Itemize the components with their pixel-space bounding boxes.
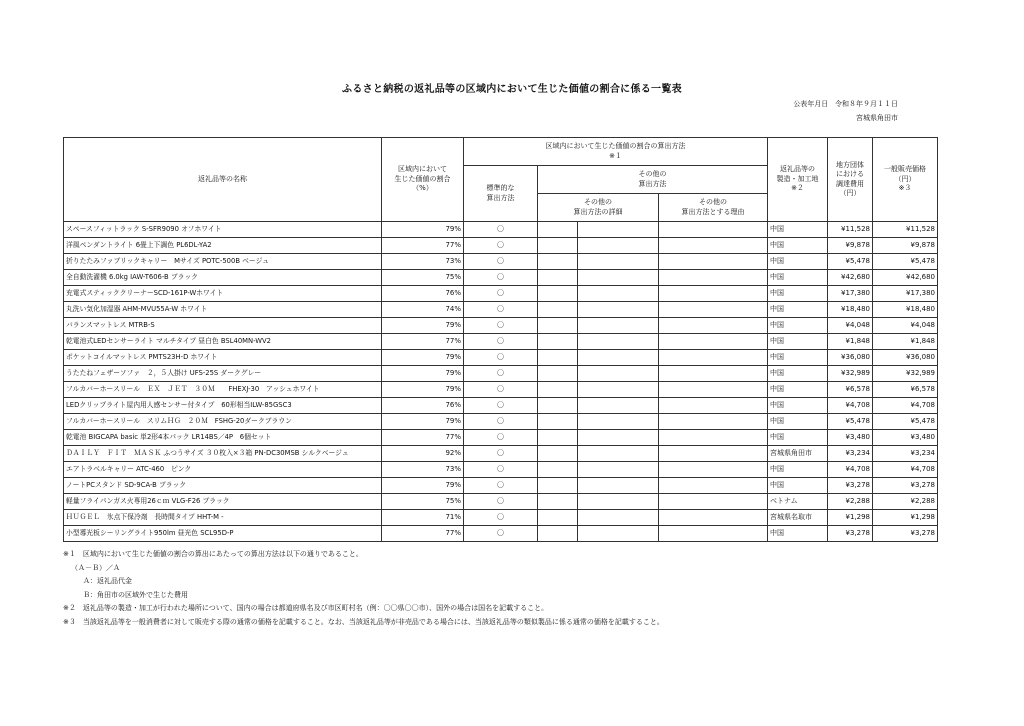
cell-empty xyxy=(538,526,578,542)
cell-standard-mark: 〇 xyxy=(464,270,538,286)
cell-standard-mark: 〇 xyxy=(464,414,538,430)
cell-place: 中国 xyxy=(768,270,828,286)
published-date: 令和８年９月１１日 xyxy=(835,100,898,108)
cell-general-price: ¥11,528 xyxy=(873,222,938,238)
table-row xyxy=(64,478,938,494)
cell-empty xyxy=(578,318,659,334)
cell-cost: ¥4,708 xyxy=(828,462,873,478)
cell-place: 中国 xyxy=(768,414,828,430)
header-method xyxy=(464,138,768,166)
cell-empty xyxy=(578,286,659,302)
cell-cost: ¥18,480 xyxy=(828,302,873,318)
cell-place: 中国 xyxy=(768,318,828,334)
cell-empty xyxy=(538,270,578,286)
table-row xyxy=(64,238,938,254)
cell-general-price: ¥1,848 xyxy=(873,334,938,350)
cell-cost: ¥42,680 xyxy=(828,270,873,286)
cell-empty xyxy=(578,238,659,254)
header-cost-line2: における xyxy=(836,170,864,179)
cell-standard-mark: 〇 xyxy=(464,494,538,510)
cell-ratio: 79% xyxy=(382,382,464,398)
cell-empty xyxy=(538,254,578,270)
cell-empty xyxy=(578,222,659,238)
cell-ratio: 79% xyxy=(382,478,464,494)
cell-general-price: ¥3,234 xyxy=(873,446,938,462)
cell-general-price: ¥3,278 xyxy=(873,526,938,542)
cell-empty xyxy=(538,286,578,302)
cell-standard-mark: 〇 xyxy=(464,382,538,398)
cell-empty xyxy=(538,430,578,446)
cell-place: 中国 xyxy=(768,254,828,270)
table-row xyxy=(64,334,938,350)
cell-place: 中国 xyxy=(768,302,828,318)
table-row xyxy=(64,494,938,510)
cell-empty xyxy=(538,302,578,318)
header-standard xyxy=(464,166,538,222)
cell-ratio: 75% xyxy=(382,494,464,510)
cell-name: スペースフィットラック S-SFR9090 オフホワイト xyxy=(64,222,382,238)
cell-general-price: ¥9,878 xyxy=(873,238,938,254)
cell-cost: ¥32,989 xyxy=(828,366,873,382)
cell-ratio: 79% xyxy=(382,414,464,430)
cell-general-price: ¥5,478 xyxy=(873,254,938,270)
cell-empty xyxy=(659,462,768,478)
cell-standard-mark: 〇 xyxy=(464,350,538,366)
cell-empty xyxy=(578,254,659,270)
table-row xyxy=(64,462,938,478)
note-a: Ａ：返礼品代金 xyxy=(83,577,132,585)
cell-empty xyxy=(659,366,768,382)
header-other-reason xyxy=(659,194,768,222)
cell-empty xyxy=(659,270,768,286)
header-general-line1: 一般販売価格 xyxy=(884,165,926,174)
cell-standard-mark: 〇 xyxy=(464,318,538,334)
cell-general-price: ¥36,080 xyxy=(873,350,938,366)
cell-empty xyxy=(538,398,578,414)
cell-name: 折りたたみファブリックキャリー Mサイズ POTC-500B ベージュ xyxy=(64,254,382,270)
cell-ratio: 73% xyxy=(382,462,464,478)
cell-name: バランスマットレス MTRB-S xyxy=(64,318,382,334)
cell-empty xyxy=(538,222,578,238)
cell-cost: ¥3,278 xyxy=(828,478,873,494)
cell-empty xyxy=(538,366,578,382)
cell-ratio: 73% xyxy=(382,254,464,270)
notes xyxy=(63,548,664,629)
cell-empty xyxy=(659,494,768,510)
cell-empty xyxy=(578,494,659,510)
cell-general-price: ¥2,288 xyxy=(873,494,938,510)
cell-empty xyxy=(578,430,659,446)
cell-name: 全自動洗濯機 6.0kg IAW-T606-B ブラック xyxy=(64,270,382,286)
cell-standard-mark: 〇 xyxy=(464,430,538,446)
cell-empty xyxy=(659,430,768,446)
cell-general-price: ¥4,708 xyxy=(873,462,938,478)
cell-cost: ¥11,528 xyxy=(828,222,873,238)
cell-cost: ¥3,480 xyxy=(828,430,873,446)
cell-empty xyxy=(659,478,768,494)
header-name: 返礼品等の名称 xyxy=(64,138,382,222)
header-general-line2: （円） xyxy=(894,174,916,183)
cell-place: 中国 xyxy=(768,286,828,302)
cell-cost: ¥4,708 xyxy=(828,398,873,414)
cell-ratio: 76% xyxy=(382,398,464,414)
cell-ratio: 75% xyxy=(382,270,464,286)
cell-empty xyxy=(659,350,768,366)
header-place-line1: 返礼品等の xyxy=(780,165,815,174)
cell-empty xyxy=(538,318,578,334)
cell-empty xyxy=(538,510,578,526)
cell-general-price: ¥32,989 xyxy=(873,366,938,382)
cell-standard-mark: 〇 xyxy=(464,526,538,542)
cell-place: 宮城県角田市 xyxy=(768,446,828,462)
note-b: Ｂ：角田市の区域外で生じた費用 xyxy=(83,590,188,599)
cell-name: ポケットコイルマットレス PMTS23H-D ホワイト xyxy=(64,350,382,366)
cell-place: 中国 xyxy=(768,478,828,494)
header-cost-line1: 地方団体 xyxy=(836,160,864,169)
cell-cost: ¥17,380 xyxy=(828,286,873,302)
cell-name: エアトラベルキャリー ATC-460 ピンク xyxy=(64,462,382,478)
cell-empty xyxy=(659,238,768,254)
cell-name: ＤＡＩＬＹ ＦＩＴ ＭＡＳＫ ふつうサイズ ３０枚入×３箱 PN-DC30MSB シルクベージュ xyxy=(64,446,382,462)
cell-empty xyxy=(659,414,768,430)
table-row xyxy=(64,414,938,430)
header-ratio-line1: 区域内において xyxy=(398,165,447,174)
cell-empty xyxy=(538,382,578,398)
header-cost-line3: 調達費用 xyxy=(836,179,864,188)
cell-general-price: ¥17,380 xyxy=(873,286,938,302)
cell-empty xyxy=(578,366,659,382)
header-other xyxy=(538,166,768,194)
note-formula: （Ａ－Ｂ）／Ａ xyxy=(71,563,120,572)
cell-standard-mark: 〇 xyxy=(464,286,538,302)
cell-standard-mark: 〇 xyxy=(464,222,538,238)
note-1: ※１ 区域内において生じた価値の割合の算出にあたっての算出方法は以下の通りであること。 xyxy=(63,550,363,558)
cell-cost: ¥6,578 xyxy=(828,382,873,398)
cell-name: ＨＵＧＥＬ 氷点下保冷剤 長時間タイプ HHT-M - xyxy=(64,510,382,526)
table-row xyxy=(64,318,938,334)
cell-empty xyxy=(659,254,768,270)
cell-standard-mark: 〇 xyxy=(464,254,538,270)
header-standard-line2: 算出方法 xyxy=(486,193,515,202)
cell-place: 中国 xyxy=(768,382,828,398)
cell-general-price: ¥1,298 xyxy=(873,510,938,526)
note-2: ※２ 返礼品等の製造・加工が行われた場所について、国内の場合は都道府県名及び市区町村名（例：〇〇県〇〇市）、国外の場合は国名を記載すること。 xyxy=(63,604,549,612)
table-row xyxy=(64,350,938,366)
cell-name: うたたねフェザーソファ ２，５人掛け UFS-25S ダークグレー xyxy=(64,366,382,382)
cell-general-price: ¥42,680 xyxy=(873,270,938,286)
cell-empty xyxy=(578,510,659,526)
cell-cost: ¥2,288 xyxy=(828,494,873,510)
note-3: ※３ 当該返礼品等を一般消費者に対して販売する際の通常の価格を記載すること。なお、当該返礼品等が非売品である場合には、当該返礼品等の類似製品に係る通常の価格を記載すること。 xyxy=(63,617,664,626)
cell-empty xyxy=(578,462,659,478)
cell-place: 中国 xyxy=(768,366,828,382)
table-row xyxy=(64,430,938,446)
cell-empty xyxy=(578,446,659,462)
cell-empty xyxy=(659,222,768,238)
cell-cost: ¥5,478 xyxy=(828,414,873,430)
cell-place: 中国 xyxy=(768,350,828,366)
cell-place: 中国 xyxy=(768,430,828,446)
cell-cost: ¥1,848 xyxy=(828,334,873,350)
header-reason-line2: 算出方法とする理由 xyxy=(681,207,745,216)
cell-standard-mark: 〇 xyxy=(464,334,538,350)
cell-cost: ¥9,878 xyxy=(828,238,873,254)
cell-cost: ¥4,048 xyxy=(828,318,873,334)
cell-place: 中国 xyxy=(768,526,828,542)
published-date-line xyxy=(793,99,898,109)
table-row xyxy=(64,510,938,526)
cell-empty xyxy=(659,286,768,302)
header-ratio xyxy=(382,138,464,222)
cell-cost: ¥3,278 xyxy=(828,526,873,542)
cell-name: 丸洗い気化加湿器 AHM-MVU55A-W ホワイト xyxy=(64,302,382,318)
cell-ratio: 77% xyxy=(382,334,464,350)
cell-place: 宮城県名取市 xyxy=(768,510,828,526)
cell-name: 洋風ペンダントライト 6畳上下調色 PL6DL-YA2 xyxy=(64,238,382,254)
header-method-line1: 区域内において生じた価値の割合の算出方法 xyxy=(545,142,686,151)
table-row xyxy=(64,254,938,270)
table-row xyxy=(64,382,938,398)
cell-empty xyxy=(538,414,578,430)
header-other-line1: その他の xyxy=(638,170,667,179)
cell-ratio: 92% xyxy=(382,446,464,462)
cell-empty xyxy=(538,462,578,478)
cell-ratio: 79% xyxy=(382,366,464,382)
cell-ratio: 79% xyxy=(382,222,464,238)
cell-empty xyxy=(659,334,768,350)
cell-place: 中国 xyxy=(768,398,828,414)
cell-name: ノートPCスタンド SD-9CA-B ブラック xyxy=(64,478,382,494)
table-row xyxy=(64,366,938,382)
cell-empty xyxy=(659,510,768,526)
cell-name: LEDクリップライト屋内用人感センサー付タイプ 60形相当ILW-85GSC3 xyxy=(64,398,382,414)
header-other-line2: 算出方法 xyxy=(638,179,667,188)
header-ratio-line2: 生じた価値の割合 xyxy=(394,174,451,183)
municipality: 宮城県角田市 xyxy=(856,114,898,122)
table-row xyxy=(64,446,938,462)
header-detail-line2: 算出方法の詳細 xyxy=(573,207,623,216)
cell-name: フルカバーホースリール ＥＸ ＪＥＴ ３０Ｍ FHEXJ-30 アッシュホワイト xyxy=(64,382,382,398)
table-body xyxy=(64,222,938,542)
cell-empty xyxy=(538,494,578,510)
header-place-line3: ※２ xyxy=(791,184,804,193)
cell-place: 中国 xyxy=(768,222,828,238)
cell-place: 中国 xyxy=(768,334,828,350)
cell-ratio: 77% xyxy=(382,430,464,446)
header-cost-line4: （円） xyxy=(839,188,861,197)
cell-name: 乾電池 BIGCAPA basic 単2形4本パック LR14BS／4P 6個セット xyxy=(64,430,382,446)
cell-ratio: 77% xyxy=(382,238,464,254)
cell-empty xyxy=(659,382,768,398)
published-label: 公表年月日 xyxy=(793,100,829,108)
header-detail-line1: その他の xyxy=(584,198,612,207)
cell-ratio: 71% xyxy=(382,510,464,526)
header-reason-line1: その他の xyxy=(699,198,727,207)
header-standard-line1: 標準的な xyxy=(486,184,515,193)
cell-name: 乾電池式LEDセンサーライト マルチタイプ 昼白色 BSL40MN-WV2 xyxy=(64,334,382,350)
cell-empty xyxy=(538,350,578,366)
cell-cost: ¥1,298 xyxy=(828,510,873,526)
cell-ratio: 74% xyxy=(382,302,464,318)
table-row xyxy=(64,270,938,286)
cell-empty xyxy=(538,446,578,462)
page-title: ふるさと納税の返礼品等の区域内において生じた価値の割合に係る一覧表 xyxy=(342,84,682,95)
cell-ratio: 79% xyxy=(382,318,464,334)
cell-ratio: 76% xyxy=(382,286,464,302)
cell-empty xyxy=(659,446,768,462)
cell-standard-mark: 〇 xyxy=(464,462,538,478)
cell-general-price: ¥3,278 xyxy=(873,478,938,494)
table-row xyxy=(64,286,938,302)
header-general-price xyxy=(873,138,938,222)
table-row xyxy=(64,526,938,542)
header-place-line2: 製造・加工地 xyxy=(776,174,819,183)
cell-empty xyxy=(578,414,659,430)
cell-general-price: ¥4,048 xyxy=(873,318,938,334)
header-other-detail xyxy=(538,194,659,222)
cell-general-price: ¥18,480 xyxy=(873,302,938,318)
cell-empty xyxy=(578,526,659,542)
table-row xyxy=(64,302,938,318)
cell-general-price: ¥4,708 xyxy=(873,398,938,414)
cell-standard-mark: 〇 xyxy=(464,238,538,254)
header-place xyxy=(768,138,828,222)
cell-empty xyxy=(578,270,659,286)
cell-name: 充電式スティッククリーナーSCD-161P-Wホワイト xyxy=(64,286,382,302)
cell-name: 軽量フライパンガス火専用26ｃｍ VLG-F26 ブラック xyxy=(64,494,382,510)
cell-standard-mark: 〇 xyxy=(464,510,538,526)
cell-empty xyxy=(659,398,768,414)
header-cost xyxy=(828,138,873,222)
cell-place: ベトナム xyxy=(768,494,828,510)
cell-standard-mark: 〇 xyxy=(464,366,538,382)
cell-empty xyxy=(578,350,659,366)
cell-name: フルカバーホースリール スリムＨＧ ２０Ｍ FSHG-20ダークブラウン xyxy=(64,414,382,430)
cell-place: 中国 xyxy=(768,462,828,478)
cell-general-price: ¥6,578 xyxy=(873,382,938,398)
cell-empty xyxy=(659,526,768,542)
cell-standard-mark: 〇 xyxy=(464,478,538,494)
cell-cost: ¥5,478 xyxy=(828,254,873,270)
cell-standard-mark: 〇 xyxy=(464,302,538,318)
cell-empty xyxy=(659,318,768,334)
cell-place: 中国 xyxy=(768,238,828,254)
cell-general-price: ¥3,480 xyxy=(873,430,938,446)
table-row xyxy=(64,222,938,238)
cell-general-price: ¥5,478 xyxy=(873,414,938,430)
gift-value-table xyxy=(63,137,938,542)
cell-cost: ¥36,080 xyxy=(828,350,873,366)
cell-ratio: 79% xyxy=(382,350,464,366)
cell-empty xyxy=(538,238,578,254)
table-row xyxy=(64,398,938,414)
cell-standard-mark: 〇 xyxy=(464,398,538,414)
cell-empty xyxy=(659,302,768,318)
cell-empty xyxy=(578,398,659,414)
cell-cost: ¥3,234 xyxy=(828,446,873,462)
cell-empty xyxy=(538,334,578,350)
header-method-line2: ※１ xyxy=(609,151,622,160)
cell-name: 小型導光板シーリングライト950lm 昼光色 SCL95D-P xyxy=(64,526,382,542)
cell-empty xyxy=(538,478,578,494)
cell-empty xyxy=(578,478,659,494)
cell-ratio: 77% xyxy=(382,526,464,542)
cell-empty xyxy=(578,334,659,350)
header-ratio-line3: （%） xyxy=(412,184,433,193)
cell-empty xyxy=(578,302,659,318)
cell-empty xyxy=(578,382,659,398)
cell-standard-mark: 〇 xyxy=(464,446,538,462)
header-general-line3: ※３ xyxy=(898,184,912,193)
